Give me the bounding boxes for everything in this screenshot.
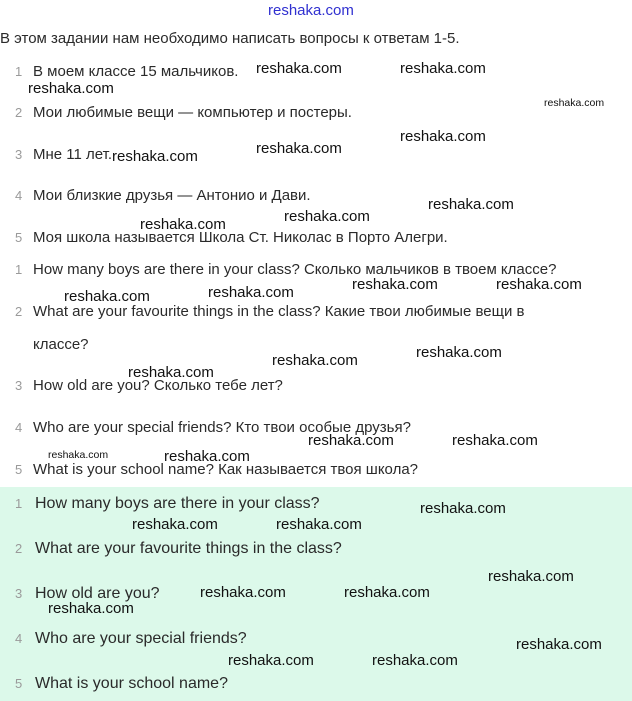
item-number: 4 [15, 631, 23, 646]
watermark-text: reshaka.com [48, 449, 109, 461]
watermark-text: reshaka.com [516, 636, 602, 653]
item-text: Мои близкие друзья — Антонио и Дави. [33, 187, 311, 204]
item-number: 2 [15, 105, 23, 120]
watermark-text: reshaka.com [256, 60, 342, 77]
watermark-text: reshaka.com [128, 364, 214, 381]
site-header-link[interactable]: reshaka.com [268, 2, 354, 19]
watermark-text: reshaka.com [344, 584, 430, 601]
watermark-text: reshaka.com [400, 128, 486, 145]
item-number: 4 [15, 420, 23, 435]
item-text: Who are your special friends? [35, 630, 247, 647]
task-intro: В этом задании нам необходимо написать вопросы к ответам 1-5. [0, 30, 460, 47]
item-number: 2 [15, 541, 23, 556]
watermark-text: reshaka.com [400, 60, 486, 77]
watermark-text: reshaka.com [420, 500, 506, 517]
watermark-text: reshaka.com [276, 516, 362, 533]
item-text: Моя школа называется Школа Ст. Николас в Порто Алегри. [33, 229, 448, 246]
watermark-text: reshaka.com [164, 448, 250, 465]
watermark-text: reshaka.com [64, 288, 150, 305]
item-text: классе? [33, 336, 89, 353]
watermark-text: reshaka.com [112, 148, 198, 165]
item-number: 5 [15, 462, 23, 477]
watermark-text: reshaka.com [544, 97, 605, 109]
watermark-text: reshaka.com [452, 432, 538, 449]
watermark-text: reshaka.com [272, 352, 358, 369]
item-text: How old are you? Сколько тебе лет? [33, 377, 283, 394]
item-number: 1 [15, 496, 23, 511]
watermark-text: reshaka.com [208, 284, 294, 301]
watermark-text: reshaka.com [416, 344, 502, 361]
item-number: 3 [15, 147, 23, 162]
item-number: 2 [15, 304, 23, 319]
watermark-text: reshaka.com [48, 600, 134, 617]
item-number: 4 [15, 188, 23, 203]
item-text: Мои любимые вещи — компьютер и постеры. [33, 104, 352, 121]
item-text: What are your favourite things in the class? Какие твои любимые вещи в [33, 303, 525, 320]
item-text: What is your school name? [35, 675, 228, 692]
watermark-text: reshaka.com [256, 140, 342, 157]
watermark-text: reshaka.com [140, 216, 226, 233]
watermark-text: reshaka.com [132, 516, 218, 533]
item-number: 5 [15, 676, 23, 691]
item-text: Who are your special friends? Кто твои особые друзья? [33, 419, 411, 436]
watermark-text: reshaka.com [308, 432, 394, 449]
item-text: В моем классе 15 мальчиков. [33, 63, 239, 80]
item-text: How many boys are there in your class? Сколько мальчиков в твоем классе? [33, 261, 557, 278]
item-number: 1 [15, 262, 23, 277]
item-number: 1 [15, 64, 23, 79]
watermark-text: reshaka.com [228, 652, 314, 669]
item-number: 5 [15, 230, 23, 245]
watermark-text: reshaka.com [496, 276, 582, 293]
watermark-text: reshaka.com [200, 584, 286, 601]
item-number: 3 [15, 586, 23, 601]
watermark-text: reshaka.com [284, 208, 370, 225]
watermark-text: reshaka.com [28, 80, 114, 97]
watermark-text: reshaka.com [488, 568, 574, 585]
item-text: What is your school name? Как называется твоя школа? [33, 461, 419, 478]
item-text: What are your favourite things in the class? [35, 540, 342, 557]
watermark-text: reshaka.com [372, 652, 458, 669]
item-text: How old are you? [35, 585, 160, 602]
item-text: How many boys are there in your class? [35, 495, 320, 512]
item-number: 3 [15, 378, 23, 393]
watermark-text: reshaka.com [352, 276, 438, 293]
watermark-text: reshaka.com [428, 196, 514, 213]
item-text: Мне 11 лет. [33, 146, 112, 163]
